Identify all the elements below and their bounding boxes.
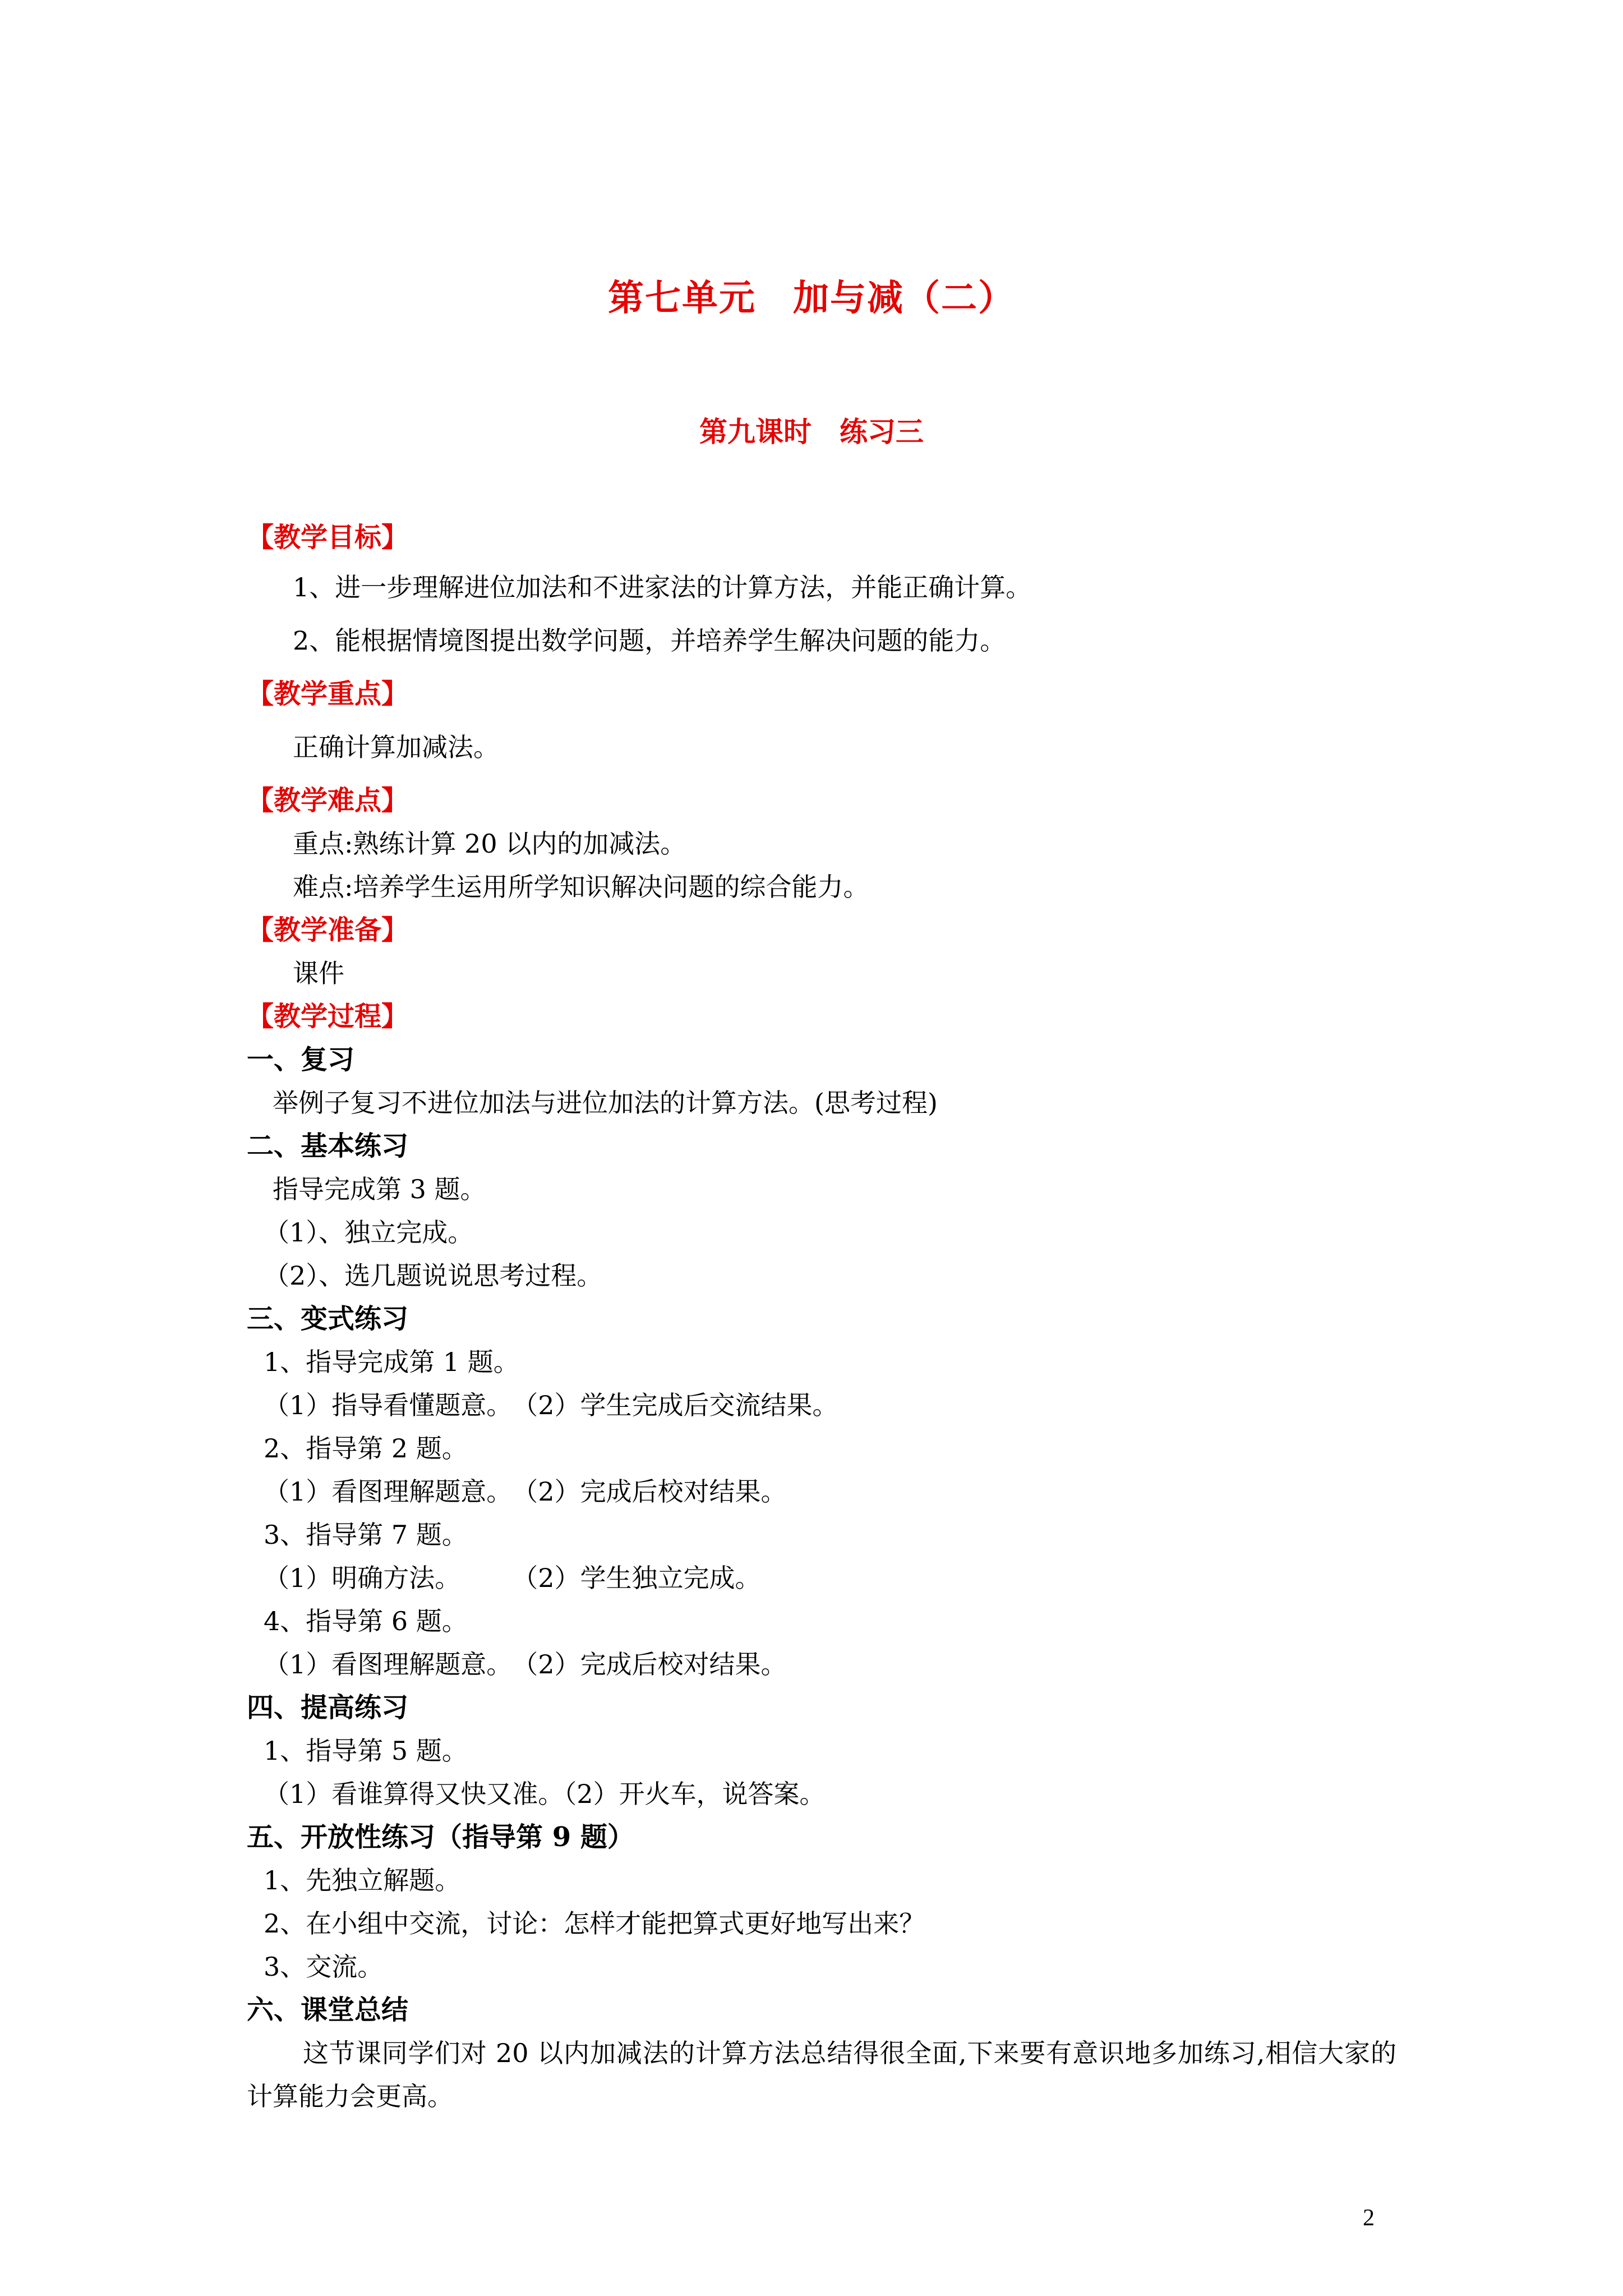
goal-item: 2、能根据情境图提出数学问题，并培养学生解决问题的能力。 [293,625,1006,656]
review-text: 举例子复习不进位加法与进位加法的计算方法。(思考过程) [273,1088,938,1118]
difficulty-item: 重点:熟练计算 20 以内的加减法。 [293,829,686,859]
variant-line: 4、指导第 6 题。 [264,1606,468,1636]
section-heading-difficulties: 【教学难点】 [247,785,409,816]
basic-line: （2）、选几题说说思考过程。 [264,1260,603,1291]
basic-line: （1）、独立完成。 [264,1217,474,1248]
key-points-text: 正确计算加减法。 [293,732,499,762]
goal-item: 1、进一步理解进位加法和不进家法的计算方法，并能正确计算。 [293,572,1032,602]
process-heading-open: 五、开放性练习（指导第 9 题） [247,1821,634,1853]
open-line: 3、交流。 [264,1952,384,1982]
process-heading-review: 一、复习 [247,1044,355,1075]
page-number: 2 [1363,2205,1375,2231]
variant-line: 1、指导完成第 1 题。 [264,1347,519,1377]
basic-line: 指导完成第 3 题。 [273,1174,486,1204]
lesson-subtitle: 第九课时 练习三 [699,415,924,448]
document-body [247,516,1396,2118]
process-heading-summary: 六、课堂总结 [247,1994,409,2026]
section-heading-process: 【教学过程】 [247,1001,409,1032]
process-heading-basic: 二、基本练习 [247,1130,409,1162]
section-heading-key-points: 【教学重点】 [247,678,409,710]
variant-line: 2、指导第 2 题。 [264,1433,468,1464]
variant-line: 3、指导第 7 题。 [264,1520,468,1550]
variant-line: （1）明确方法。 （2）学生独立完成。 [264,1563,761,1593]
summary-paragraph: 这节课同学们对 20 以内加减法的计算方法总结得很全面,下来要有意识地多加练习,相信大家的计算能力会更高。 [247,2038,1396,2111]
process-heading-advanced: 四、提高练习 [247,1692,409,1723]
unit-title: 第七单元 加与减（二） [608,277,1015,319]
advanced-line: （1）看谁算得又快又准。（2）开火车，说答案。 [264,1779,826,1809]
advanced-line: 1、指导第 5 题。 [264,1736,468,1766]
variant-line: （1）看图理解题意。 （2）完成后校对结果。 [264,1649,787,1680]
preparation-text: 课件 [293,958,344,988]
process-heading-variant: 三、变式练习 [247,1303,409,1335]
variant-line: （1）看图理解题意。 （2）完成后校对结果。 [264,1476,787,1507]
difficulty-item: 难点:培养学生运用所学知识解决问题的综合能力。 [293,872,869,902]
section-heading-preparation: 【教学准备】 [247,914,409,946]
section-heading-goals: 【教学目标】 [247,522,409,553]
variant-line: （1）指导看懂题意。 （2）学生完成后交流结果。 [264,1390,838,1420]
open-line: 1、先独立解题。 [264,1865,461,1895]
open-line: 2、在小组中交流，讨论：怎样才能把算式更好地写出来？ [264,1908,925,1939]
